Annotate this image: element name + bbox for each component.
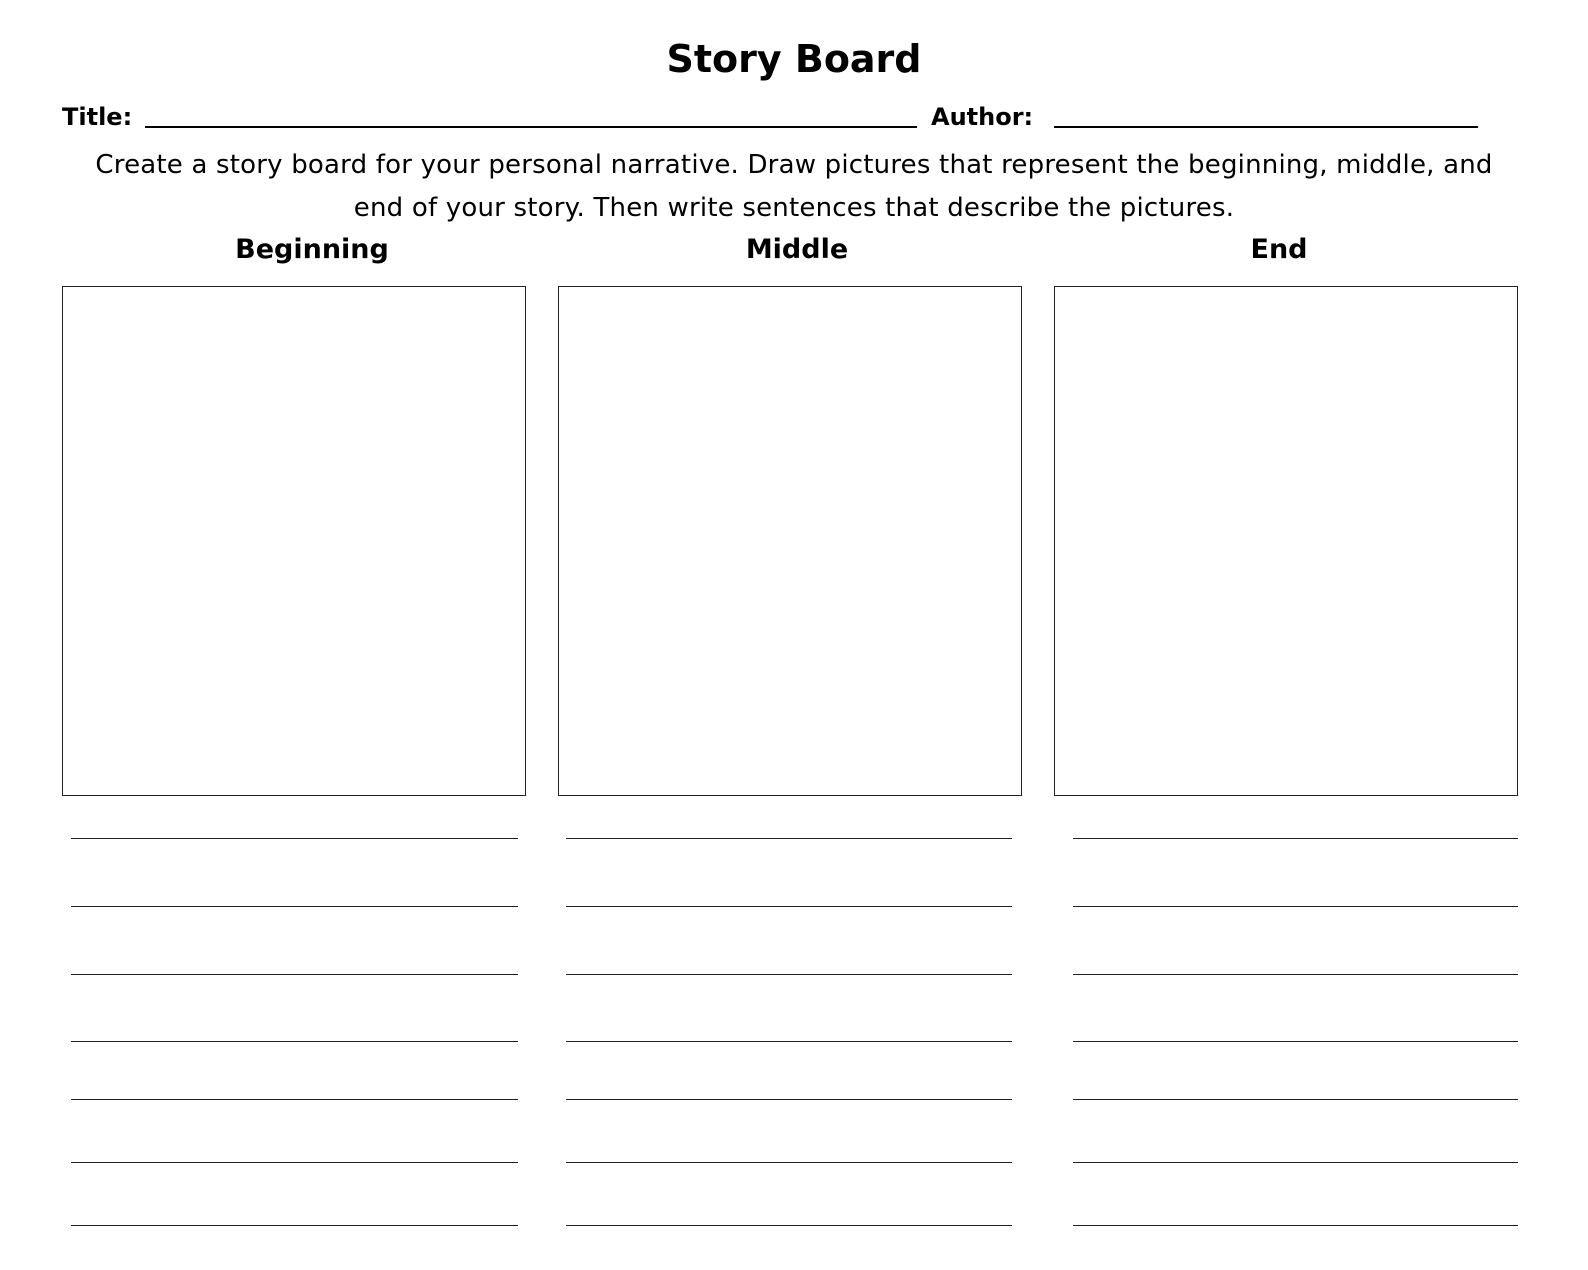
page-title: Story Board <box>666 37 922 81</box>
writing-line[interactable] <box>566 1225 1012 1226</box>
author-label: Author: <box>931 103 1034 131</box>
drawing-box-middle[interactable] <box>558 286 1022 796</box>
writing-line[interactable] <box>71 974 518 975</box>
writing-line[interactable] <box>1073 906 1518 907</box>
title-field[interactable] <box>145 126 917 128</box>
instructions <box>60 144 1528 230</box>
writing-line[interactable] <box>71 838 518 839</box>
writing-line[interactable] <box>1073 838 1518 839</box>
writing-line[interactable] <box>566 974 1012 975</box>
heading-middle: Middle <box>745 234 849 265</box>
title-label: Title: <box>62 103 133 131</box>
author-field[interactable] <box>1054 126 1478 128</box>
writing-line[interactable] <box>1073 1162 1518 1163</box>
writing-line[interactable] <box>566 1099 1012 1100</box>
writing-line[interactable] <box>1073 1099 1518 1100</box>
writing-line[interactable] <box>566 838 1012 839</box>
heading-beginning: Beginning <box>235 234 389 265</box>
drawing-box-end[interactable] <box>1054 286 1518 796</box>
writing-line[interactable] <box>71 1225 518 1226</box>
writing-line[interactable] <box>71 1041 518 1042</box>
writing-line[interactable] <box>1073 1041 1518 1042</box>
writing-line[interactable] <box>71 906 518 907</box>
writing-line[interactable] <box>1073 1225 1518 1226</box>
writing-line[interactable] <box>1073 974 1518 975</box>
writing-line[interactable] <box>71 1162 518 1163</box>
writing-line[interactable] <box>566 1041 1012 1042</box>
writing-line[interactable] <box>566 1162 1012 1163</box>
instructions-line-2: end of your story. Then write sentences that describe the pictures. <box>353 193 1235 223</box>
writing-line[interactable] <box>566 906 1012 907</box>
instructions-line-1: Create a story board for your personal narrative. Draw pictures that represent the beginning, middle, and <box>95 150 1493 180</box>
writing-line[interactable] <box>71 1099 518 1100</box>
drawing-box-beginning[interactable] <box>62 286 526 796</box>
heading-end: End <box>1250 234 1308 265</box>
